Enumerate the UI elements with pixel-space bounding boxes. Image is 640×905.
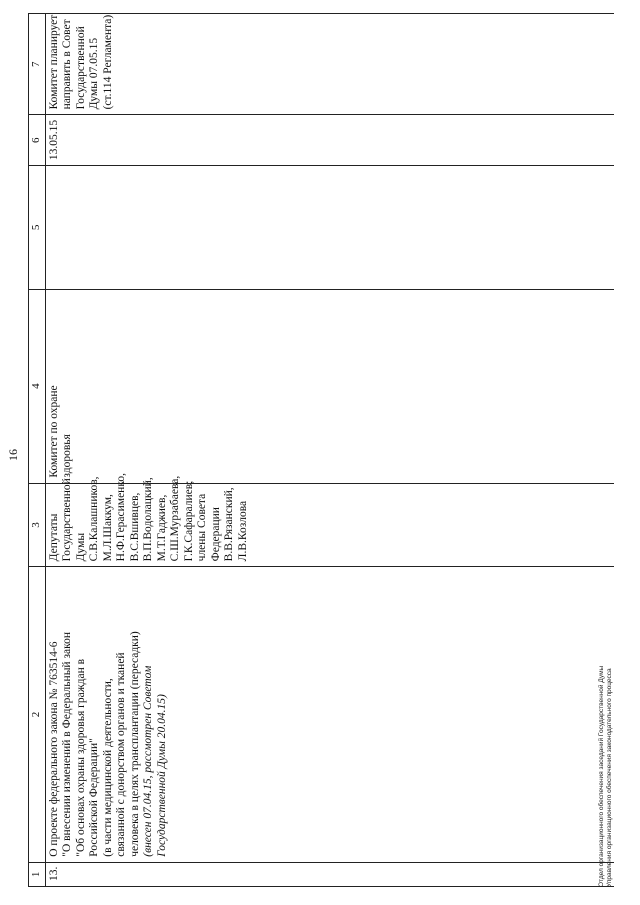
author-line: М.Т.Гаджиев, bbox=[155, 494, 168, 562]
header-cell: 3 bbox=[29, 483, 46, 567]
author-line: С.В.Калашников, bbox=[88, 476, 100, 562]
author-line: Г.К.Сафаралиев; bbox=[182, 480, 195, 562]
author-line: Государственной bbox=[61, 478, 73, 562]
header-cell: 1 bbox=[29, 862, 46, 886]
header-cell: 5 bbox=[29, 166, 46, 289]
description-italic-line: Государственной Думы 20.04.15) bbox=[155, 694, 168, 857]
author-line: Думы bbox=[74, 532, 87, 562]
note-line: Думы 07.05.15 bbox=[88, 37, 100, 110]
header-cell: 4 bbox=[29, 289, 46, 483]
author-line: В.С.Вшивцев, bbox=[128, 492, 141, 562]
column-5-cell bbox=[45, 166, 614, 289]
author-line: В.В.Рязанский, bbox=[223, 487, 235, 562]
committee-line: Комитет по охране bbox=[47, 385, 60, 478]
register-table bbox=[28, 13, 614, 887]
footer-line: Отдел организационного обеспечения заседаний Государственной Думы bbox=[598, 665, 605, 887]
header-cell: 6 bbox=[29, 115, 46, 166]
author-line: Федерации bbox=[209, 507, 222, 562]
row-number: 13. bbox=[45, 862, 614, 886]
footer-line: Управления организационного обеспечения законодательного процесса bbox=[606, 668, 613, 887]
description-line: О проекте федерального закона № 763514-6 bbox=[47, 641, 60, 857]
author-line: члены Совета bbox=[196, 493, 208, 562]
table-row bbox=[45, 14, 614, 887]
bill-authors bbox=[45, 473, 614, 567]
description-line: (в части медицинской деятельности, bbox=[101, 678, 114, 857]
header-cell: 2 bbox=[29, 567, 46, 862]
author-line: В.П.Водолацкий, bbox=[142, 477, 154, 562]
author-line: Л.В.Козлова bbox=[236, 500, 249, 562]
note-cell bbox=[45, 14, 614, 115]
description-italic-line: (внесен 07.04.15, рассмотрен Советом bbox=[142, 665, 154, 857]
note-line: Комитет планирует bbox=[47, 14, 60, 110]
page-number: 16 bbox=[6, 449, 20, 461]
description-line: человека в целях трансплантации (пересадки) bbox=[128, 631, 141, 857]
description-line: Российской Федерации" bbox=[88, 738, 100, 857]
header-row bbox=[29, 14, 46, 887]
committee-line: здоровья bbox=[61, 434, 73, 478]
description-line: "Об основах охраны здоровья граждан в bbox=[74, 658, 87, 857]
bill-description bbox=[45, 567, 614, 862]
header-cell: 7 bbox=[29, 14, 46, 115]
author-line: Н.Ф.Герасименко, bbox=[115, 473, 127, 562]
description-line: связанной с донорством органов и тканей bbox=[115, 652, 127, 857]
author-line: Депутаты bbox=[47, 513, 60, 562]
author-line: С.Ш.Мурзабаева, bbox=[169, 475, 181, 562]
description-line: "О внесении изменений в Федеральный закон bbox=[61, 632, 73, 857]
responsible-committee bbox=[45, 289, 614, 483]
note-line: Государственной bbox=[74, 26, 87, 110]
note-line: направить в Совет bbox=[61, 19, 73, 110]
note-line: (ст.114 Регламента) bbox=[101, 14, 114, 110]
date-cell: 13.05.15 bbox=[45, 115, 614, 166]
author-line: М.Л.Шаккум, bbox=[101, 494, 114, 562]
footer bbox=[598, 666, 614, 887]
